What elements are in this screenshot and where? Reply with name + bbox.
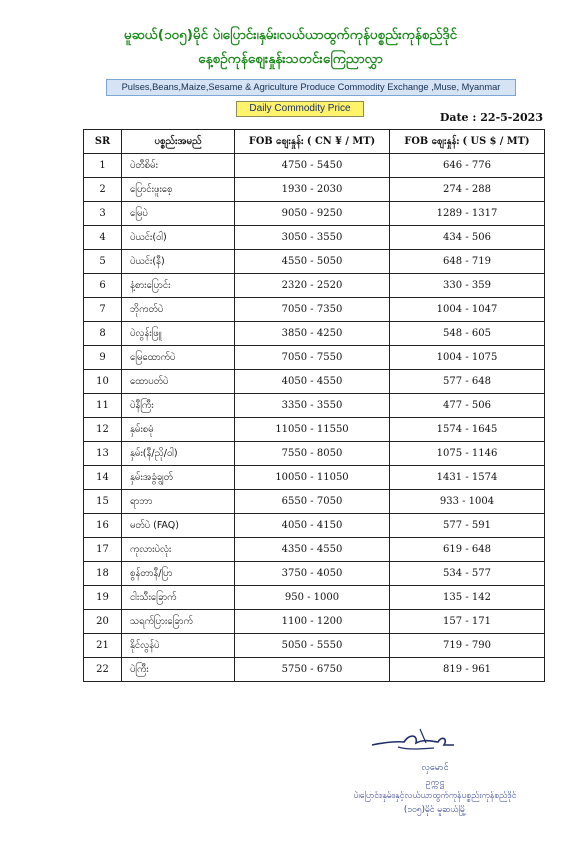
row-price-usd-cell: 1574 - 1645 — [390, 418, 545, 442]
row-item-name-cell: ပြောင်းဖူးစေ့ — [122, 178, 235, 202]
row-price-cny-cell: 3850 - 4250 — [235, 322, 390, 346]
row-sr-cell: 13 — [84, 442, 122, 466]
row-price-usd-cell: 619 - 648 — [390, 538, 545, 562]
row-item-name-cell: မတ်ပဲ (FAQ) — [122, 514, 235, 538]
row-sr-cell: 7 — [84, 298, 122, 322]
row-price-cny-cell: 7050 - 7350 — [235, 298, 390, 322]
row-sr-cell: 20 — [84, 610, 122, 634]
row-price-usd-cell: 1075 - 1146 — [390, 442, 545, 466]
table-row — [84, 418, 545, 442]
row-price-usd-cell: 548 - 605 — [390, 322, 545, 346]
exchange-name-banner: Pulses,Beans,Maize,Sesame & Agriculture Produce Commodity Exchange ,Muse, Myanmar — [106, 79, 516, 96]
row-price-usd-cell: 1431 - 1574 — [390, 466, 545, 490]
table-row — [84, 226, 545, 250]
table-row — [84, 610, 545, 634]
row-sr-cell: 14 — [84, 466, 122, 490]
row-price-usd-cell: 648 - 719 — [390, 250, 545, 274]
table-row — [84, 538, 545, 562]
row-price-cny-cell: 2320 - 2520 — [235, 274, 390, 298]
row-price-cny-cell: 5750 - 6750 — [235, 658, 390, 682]
header-title-line2: နေ့စဉ်ကုန်စျေးနှုန်းသတင်းကြေညာလွှာ — [198, 51, 383, 67]
column-header-price-cny: FOB စျေးနှုန်း ( CN ¥ / MT) — [235, 130, 390, 154]
signature-mark — [368, 723, 458, 763]
row-price-cny-cell: 4050 - 4550 — [235, 370, 390, 394]
row-price-cny-cell: 3750 - 4050 — [235, 562, 390, 586]
row-price-usd-cell: 135 - 142 — [390, 586, 545, 610]
row-price-usd-cell: 157 - 171 — [390, 610, 545, 634]
row-sr-cell: 10 — [84, 370, 122, 394]
row-sr-cell: 17 — [84, 538, 122, 562]
row-sr-cell: 18 — [84, 562, 122, 586]
row-sr-cell: 4 — [84, 226, 122, 250]
row-price-cny-cell: 6550 - 7050 — [235, 490, 390, 514]
row-sr-cell: 12 — [84, 418, 122, 442]
row-item-name-cell: နှမ်း(နီ/ညို/ဝါ) — [122, 442, 235, 466]
header-title-line1: မူဆယ်(၁၀၅)မိုင် ပဲ၊ပြောင်း၊နှမ်း၊လယ်ယာထွက်ကုန်ပစ္စည်းကုန်စည်ဒိုင် — [123, 27, 458, 43]
table-row — [84, 250, 545, 274]
table-row — [84, 658, 545, 682]
table-row — [84, 442, 545, 466]
table-row — [84, 562, 545, 586]
price-table — [83, 129, 545, 682]
signatory-place: (၁၀၅)မိုင် မူဆယ်မြို့ — [403, 805, 467, 815]
table-row — [84, 322, 545, 346]
row-item-name-cell: နံ့စားပြောင်း — [122, 274, 235, 298]
table-row — [84, 394, 545, 418]
row-price-cny-cell: 7050 - 7550 — [235, 346, 390, 370]
row-sr-cell: 6 — [84, 274, 122, 298]
row-item-name-cell: ထောပတ်ပဲ — [122, 370, 235, 394]
row-price-usd-cell: 819 - 961 — [390, 658, 545, 682]
row-price-usd-cell: 434 - 506 — [390, 226, 545, 250]
row-price-usd-cell: 1289 - 1317 — [390, 202, 545, 226]
row-sr-cell: 2 — [84, 178, 122, 202]
row-item-name-cell: နိုင်လွန်ပဲ — [122, 634, 235, 658]
row-sr-cell: 16 — [84, 514, 122, 538]
signatory-name: လှမောင် — [421, 763, 449, 773]
row-item-name-cell: ပဲယင်း(နီ) — [122, 250, 235, 274]
row-price-cny-cell: 4050 - 4150 — [235, 514, 390, 538]
row-sr-cell: 21 — [84, 634, 122, 658]
row-price-cny-cell: 1930 - 2030 — [235, 178, 390, 202]
table-row — [84, 154, 545, 178]
row-price-usd-cell: 933 - 1004 — [390, 490, 545, 514]
row-item-name-cell: မြေပဲ — [122, 202, 235, 226]
row-item-name-cell: နှမ်းစမုံ — [122, 418, 235, 442]
table-row — [84, 346, 545, 370]
row-sr-cell: 11 — [84, 394, 122, 418]
table-row — [84, 178, 545, 202]
column-header-price-usd: FOB စျေးနှုန်း ( US $ / MT) — [390, 130, 545, 154]
row-sr-cell: 3 — [84, 202, 122, 226]
row-item-name-cell: ရာဘာ — [122, 490, 235, 514]
table-row — [84, 466, 545, 490]
report-date: Date : 22-5-2023 — [439, 111, 543, 124]
row-item-name-cell: နှမ်းအခွံချွတ် — [122, 466, 235, 490]
row-sr-cell: 22 — [84, 658, 122, 682]
row-sr-cell: 5 — [84, 250, 122, 274]
row-item-name-cell: ပဲတီစိမ်း — [122, 154, 235, 178]
row-item-name-cell: ပဲနီကြီး — [122, 394, 235, 418]
row-price-usd-cell: 577 - 591 — [390, 514, 545, 538]
row-sr-cell: 15 — [84, 490, 122, 514]
row-item-name-cell: ပဲကြီး — [122, 658, 235, 682]
row-price-usd-cell: 477 - 506 — [390, 394, 545, 418]
table-row — [84, 298, 545, 322]
row-price-usd-cell: 534 - 577 — [390, 562, 545, 586]
row-price-cny-cell: 11050 - 11550 — [235, 418, 390, 442]
row-item-name-cell: စွန်တာနီ/ပြာ — [122, 562, 235, 586]
row-price-cny-cell: 7550 - 8050 — [235, 442, 390, 466]
table-row — [84, 370, 545, 394]
row-price-cny-cell: 4350 - 4550 — [235, 538, 390, 562]
row-price-cny-cell: 5050 - 5550 — [235, 634, 390, 658]
row-sr-cell: 19 — [84, 586, 122, 610]
table-row — [84, 274, 545, 298]
row-item-name-cell: မြေထောက်ပဲ — [122, 346, 235, 370]
table-row — [84, 634, 545, 658]
row-sr-cell: 8 — [84, 322, 122, 346]
row-sr-cell: 9 — [84, 346, 122, 370]
row-price-usd-cell: 1004 - 1075 — [390, 346, 545, 370]
table-row — [84, 202, 545, 226]
daily-price-label: Daily Commodity Price — [236, 101, 364, 117]
row-price-usd-cell: 577 - 648 — [390, 370, 545, 394]
column-header-sr: SR — [84, 130, 122, 154]
row-price-cny-cell: 950 - 1000 — [235, 586, 390, 610]
row-item-name-cell: ငါးသီးခြောက် — [122, 586, 235, 610]
row-item-name-cell: ကုလားပဲလုံး — [122, 538, 235, 562]
row-price-usd-cell: 646 - 776 — [390, 154, 545, 178]
table-header-row — [84, 130, 545, 154]
signatory-organization: ပဲ၊ပြောင်း၊နှမ်း၊နှင့်လယ်ယာထွက်ကုန်ပစ္စည်းကုန်စည်ဒိုင် — [353, 791, 517, 801]
table-row — [84, 586, 545, 610]
column-header-item-name: ပစ္စည်းအမည် — [122, 130, 235, 154]
table-row — [84, 514, 545, 538]
row-price-cny-cell: 1100 - 1200 — [235, 610, 390, 634]
row-price-cny-cell: 10050 - 11050 — [235, 466, 390, 490]
row-price-cny-cell: 3350 - 3550 — [235, 394, 390, 418]
row-price-usd-cell: 1004 - 1047 — [390, 298, 545, 322]
table-body — [84, 154, 545, 682]
row-sr-cell: 1 — [84, 154, 122, 178]
row-item-name-cell: ပဲယင်း(ဝါ) — [122, 226, 235, 250]
table-row — [84, 490, 545, 514]
row-item-name-cell: ဘိုကတ်ပဲ — [122, 298, 235, 322]
row-price-cny-cell: 3050 - 3550 — [235, 226, 390, 250]
row-price-usd-cell: 330 - 359 — [390, 274, 545, 298]
signatory-title: ဥက္ကဋ္ဌ — [425, 778, 445, 788]
row-price-cny-cell: 9050 - 9250 — [235, 202, 390, 226]
row-price-cny-cell: 4550 - 5050 — [235, 250, 390, 274]
row-price-usd-cell: 274 - 288 — [390, 178, 545, 202]
row-item-name-cell: သရက်ပြားခြောက် — [122, 610, 235, 634]
row-item-name-cell: ပဲလွန်းဖြူ — [122, 322, 235, 346]
row-price-usd-cell: 719 - 790 — [390, 634, 545, 658]
row-price-cny-cell: 4750 - 5450 — [235, 154, 390, 178]
